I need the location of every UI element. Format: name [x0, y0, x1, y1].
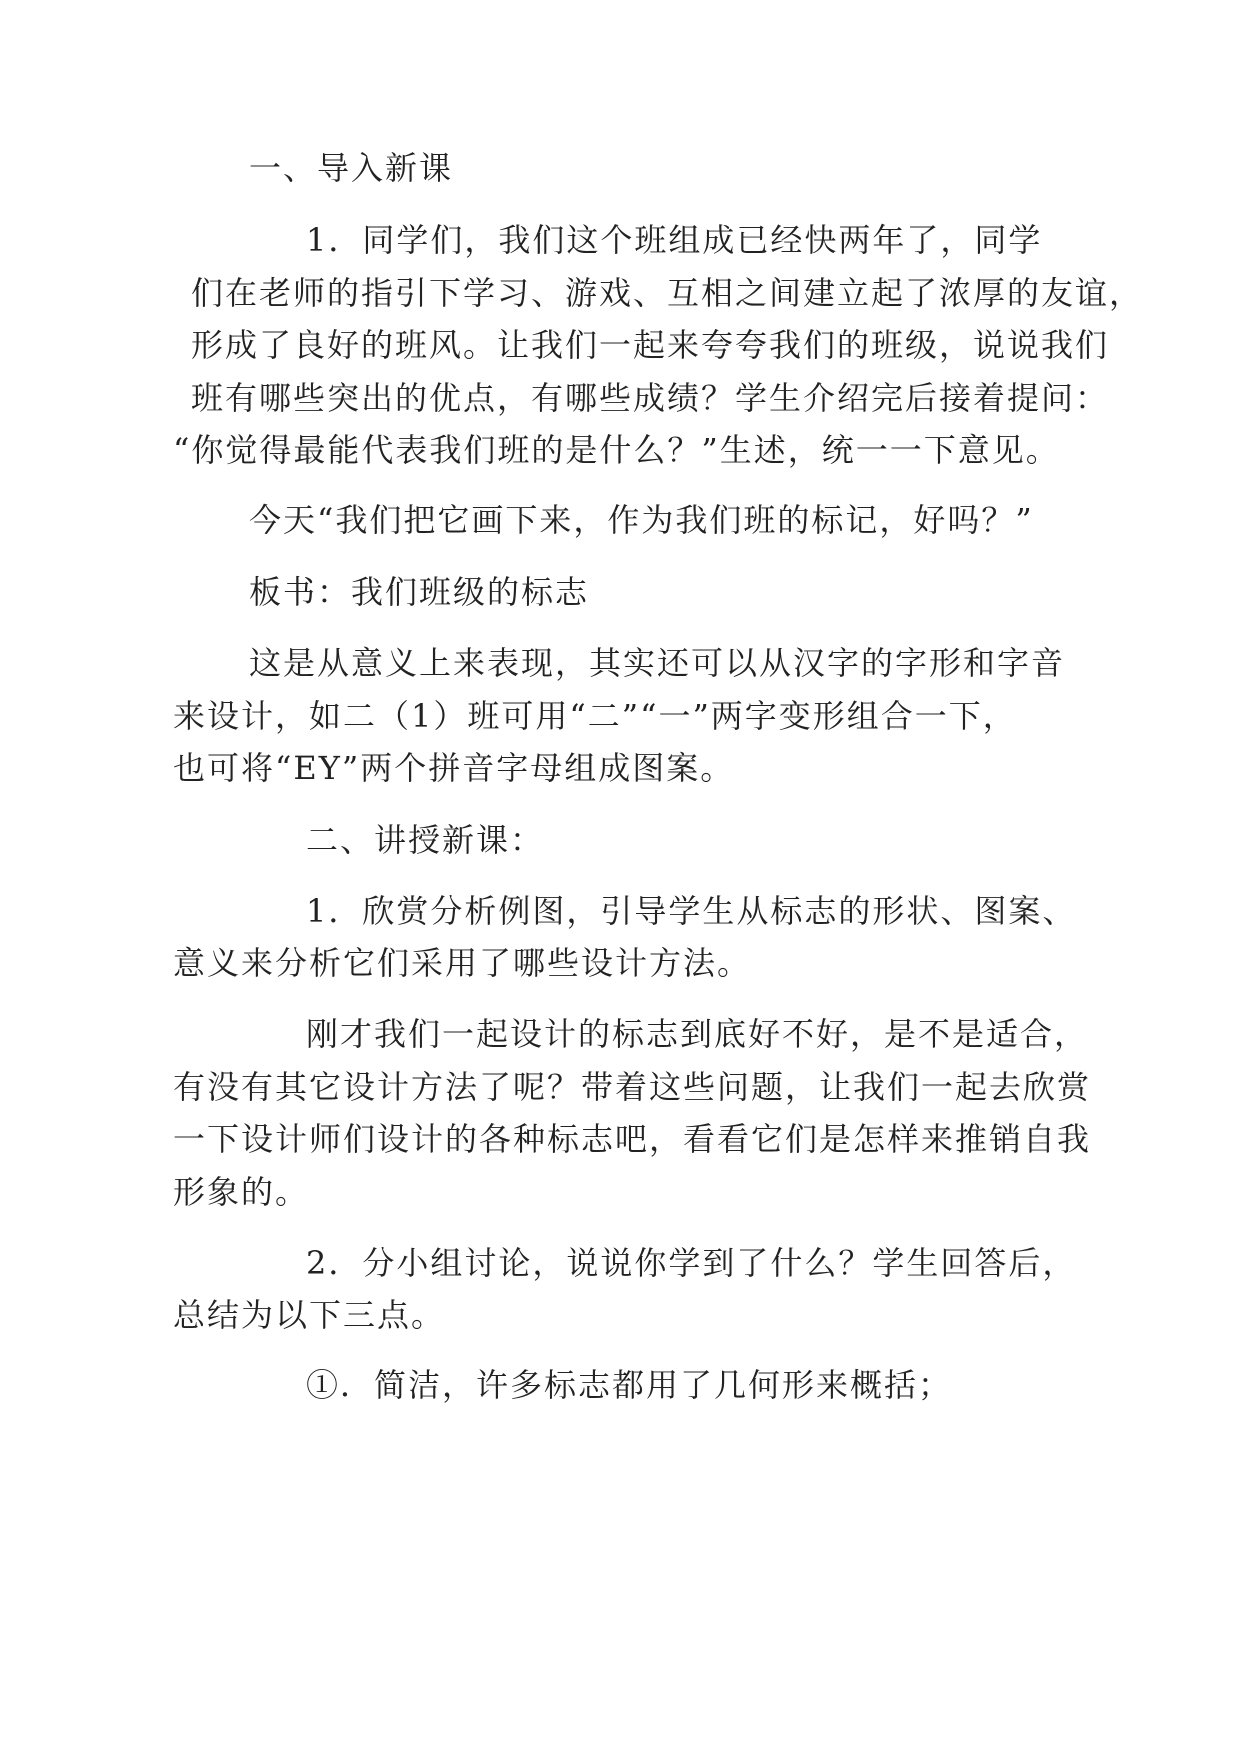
section-heading-new-lesson: 二、讲授新课： [306, 821, 545, 859]
paragraph-line: 意义来分析它们采用了哪些设计方法。 [173, 944, 752, 982]
paragraph-line: 这是从意义上来表现，其实还可以从汉字的字形和字音 [249, 644, 1066, 682]
paragraph-line: 来设计，如二（1）班可用“二”“一”两字变形组合一下， [173, 697, 1017, 735]
paragraph-line: 1．同学们，我们这个班组成已经快两年了，同学 [306, 221, 1043, 259]
paragraph-line: 们在老师的指引下学习、游戏、互相之间建立起了浓厚的友谊， [191, 274, 1144, 312]
paragraph-line: 今天“我们把它画下来，作为我们班的标记，好吗？” [249, 501, 1034, 539]
paragraph-line: 总结为以下三点。 [173, 1296, 446, 1334]
paragraph-line: 一下设计师们设计的各种标志吧，看看它们是怎样来推销自我 [173, 1120, 1092, 1158]
paragraph-line: 刚才我们一起设计的标志到底好不好，是不是适合， [306, 1015, 1089, 1053]
paragraph-line: 班有哪些突出的优点，有哪些成绩？学生介绍完后接着提问： [191, 379, 1110, 417]
paragraph-line: 也可将“EY”两个拼音字母组成图案。 [173, 749, 735, 787]
paragraph-line: ①．简洁，许多标志都用了几何形来概括； [306, 1366, 953, 1404]
section-heading-intro: 一、导入新课 [249, 149, 454, 187]
paragraph-line: 2．分小组讨论，说说你学到了什么？学生回答后， [306, 1244, 1077, 1282]
paragraph-line: 有没有其它设计方法了呢？带着这些问题，让我们一起去欣赏 [173, 1068, 1092, 1106]
paragraph-line: 形象的。 [173, 1173, 310, 1211]
paragraph-line: 板书：我们班级的标志 [249, 573, 590, 611]
paragraph-line: 1．欣赏分析例图，引导学生从标志的形状、图案、 [306, 892, 1077, 930]
paragraph-line: 形成了良好的班风。让我们一起来夸夸我们的班级，说说我们 [191, 326, 1110, 364]
paragraph-line: “你觉得最能代表我们班的是什么？”生述，统一一下意见。 [173, 431, 1060, 469]
